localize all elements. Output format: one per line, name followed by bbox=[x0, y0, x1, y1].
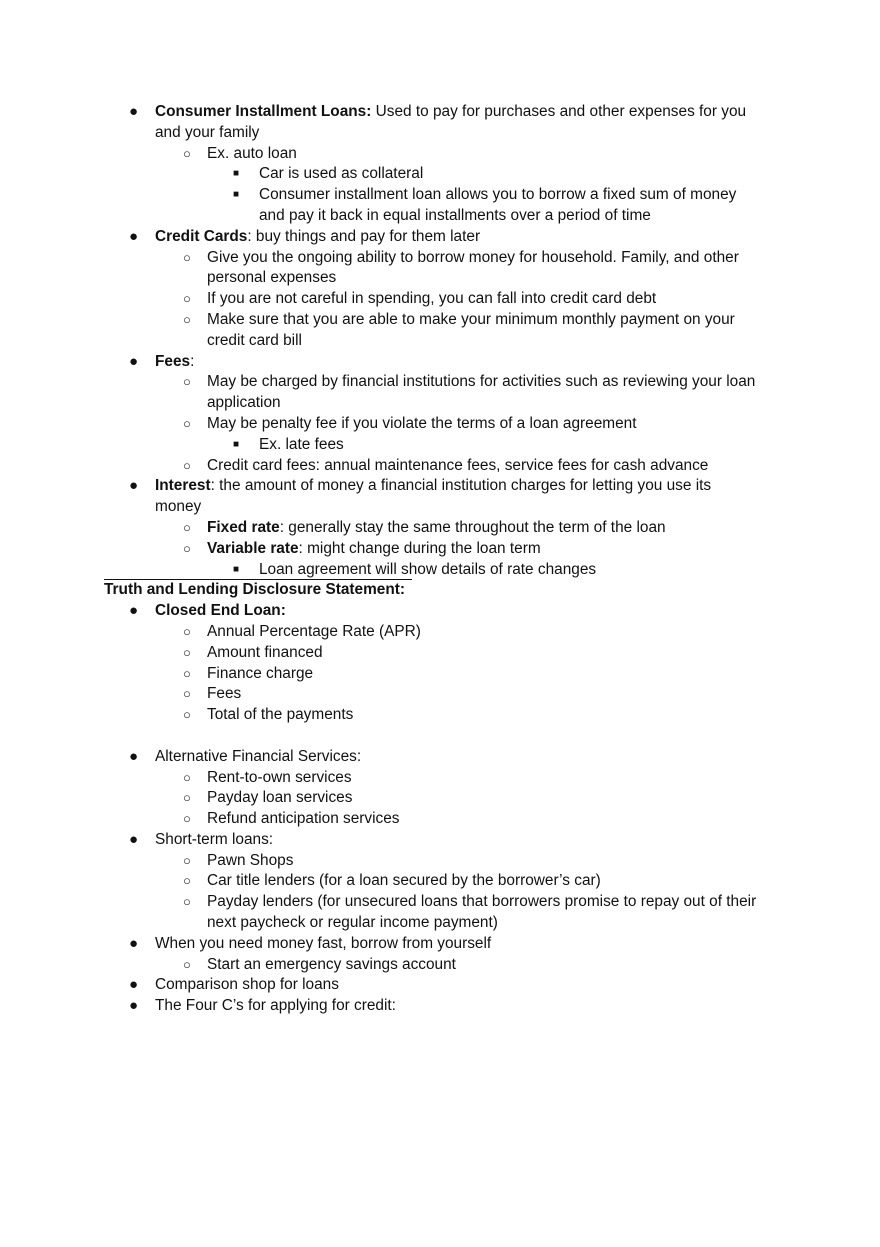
list-item-text: Payday loan services bbox=[207, 789, 353, 807]
circle-marker: ○ bbox=[183, 790, 191, 806]
list-item-text: May be charged by financial institutions for activities such as reviewing your loan bbox=[207, 373, 756, 391]
list-item-text: and your family bbox=[155, 123, 260, 141]
list-item-text: money bbox=[155, 498, 202, 516]
list-item bbox=[0, 227, 880, 248]
circle-marker: ○ bbox=[183, 644, 191, 660]
list-item-text: Consumer installment loan allows you to borrow a fixed sum of money bbox=[259, 186, 737, 204]
square-marker: ■ bbox=[233, 189, 240, 201]
list-item-text: When you need money fast, borrow from yourself bbox=[155, 934, 492, 952]
term-label: Consumer Installment Loans: bbox=[155, 103, 372, 120]
circle-marker: ○ bbox=[183, 956, 191, 972]
bullet-marker: ● bbox=[129, 830, 139, 848]
list-item bbox=[0, 185, 880, 206]
circle-marker: ○ bbox=[183, 519, 191, 535]
list-item bbox=[0, 934, 880, 955]
list-item-text: The Four C’s for applying for credit: bbox=[155, 997, 396, 1015]
circle-marker: ○ bbox=[183, 415, 191, 431]
list-item-text: Car is used as collateral bbox=[259, 165, 424, 183]
circle-marker: ○ bbox=[183, 811, 191, 827]
circle-marker: ○ bbox=[183, 873, 191, 889]
list-item-text: Alternative Financial Services: bbox=[155, 747, 362, 765]
list-item bbox=[0, 955, 880, 976]
list-item bbox=[0, 830, 880, 851]
square-marker: ■ bbox=[233, 168, 240, 180]
circle-marker: ○ bbox=[183, 249, 191, 265]
circle-marker: ○ bbox=[183, 311, 191, 327]
term-definition: : generally stay the same throughout the term of the loan bbox=[279, 518, 666, 536]
list-item bbox=[0, 996, 880, 1017]
list-item-text: Car title lenders (for a loan secured by the borrower’s car) bbox=[207, 872, 601, 890]
bullet-marker: ● bbox=[129, 976, 139, 994]
circle-marker: ○ bbox=[183, 457, 191, 473]
list-item-text: next paycheck or regular income payment) bbox=[207, 914, 498, 932]
list-item bbox=[0, 788, 880, 809]
list-item-text: Make sure that you are able to make your minimum monthly payment on your bbox=[207, 310, 735, 328]
list-item bbox=[0, 560, 880, 581]
list-item bbox=[0, 539, 880, 560]
list-item bbox=[0, 705, 880, 726]
square-marker: ■ bbox=[233, 563, 240, 575]
list-item-text bbox=[155, 476, 711, 497]
list-item bbox=[0, 414, 880, 435]
list-item-text bbox=[207, 518, 666, 539]
circle-marker: ○ bbox=[183, 291, 191, 307]
list-item bbox=[0, 809, 880, 830]
circle-marker: ○ bbox=[183, 145, 191, 161]
list-item bbox=[0, 352, 880, 373]
term-label: Credit Cards bbox=[155, 227, 248, 245]
term-label: Fixed rate bbox=[207, 518, 280, 536]
term-definition: : bbox=[190, 352, 195, 370]
list-item bbox=[0, 164, 880, 185]
bullet-marker: ● bbox=[129, 934, 139, 952]
section-heading-text: Truth and Lending Disclosure Statement: bbox=[104, 581, 406, 599]
list-item-text: Fees bbox=[207, 685, 242, 703]
list-item-text bbox=[155, 227, 480, 248]
list-item bbox=[0, 310, 880, 331]
list-item-text: Closed End Loan: bbox=[155, 602, 286, 620]
list-item-text: Loan agreement will show details of rate changes bbox=[259, 560, 597, 578]
square-marker: ■ bbox=[233, 438, 240, 450]
section-heading bbox=[0, 580, 880, 601]
circle-marker: ○ bbox=[183, 707, 191, 723]
list-item bbox=[0, 102, 880, 123]
list-item-continuation bbox=[0, 913, 880, 934]
list-item-text: Refund anticipation services bbox=[207, 810, 400, 828]
list-item-text: application bbox=[207, 394, 281, 412]
list-item-text: Ex. late fees bbox=[259, 435, 344, 453]
term-label: Interest bbox=[155, 477, 211, 495]
list-item bbox=[0, 248, 880, 269]
list-item-text: Comparison shop for loans bbox=[155, 976, 339, 994]
list-item-text: Pawn Shops bbox=[207, 851, 294, 869]
bullet-marker: ● bbox=[129, 477, 139, 495]
list-item-text: Ex. auto loan bbox=[207, 144, 297, 162]
list-item-text: Payday lenders (for unsecured loans that borrowers promise to repay out of their bbox=[207, 893, 757, 911]
circle-marker: ○ bbox=[183, 852, 191, 868]
list-item bbox=[0, 643, 880, 664]
list-item-text: and pay it back in equal installments over a period of time bbox=[259, 206, 651, 224]
section-divider-line bbox=[104, 579, 412, 580]
list-item bbox=[0, 768, 880, 789]
list-item bbox=[0, 871, 880, 892]
circle-marker: ○ bbox=[183, 894, 191, 910]
circle-marker: ○ bbox=[183, 540, 191, 556]
list-item bbox=[0, 456, 880, 477]
list-item-continuation bbox=[0, 268, 880, 289]
list-item-continuation bbox=[0, 206, 880, 227]
list-item bbox=[0, 476, 880, 497]
list-item-text: personal expenses bbox=[207, 269, 337, 287]
list-item bbox=[0, 144, 880, 165]
list-item bbox=[0, 289, 880, 310]
bullet-marker: ● bbox=[129, 997, 139, 1015]
list-item-text: Short-term loans: bbox=[155, 830, 274, 848]
list-item-continuation bbox=[0, 331, 880, 352]
list-item-text: credit card bill bbox=[207, 331, 302, 349]
term-definition: : might change during the loan term bbox=[298, 539, 541, 557]
list-item-text: Rent-to-own services bbox=[207, 768, 352, 786]
bullet-marker: ● bbox=[129, 103, 139, 120]
list-item bbox=[0, 684, 880, 705]
bullet-marker: ● bbox=[129, 747, 139, 765]
term-definition: : buy things and pay for them later bbox=[247, 227, 481, 245]
list-item-text bbox=[207, 539, 541, 560]
bullet-marker: ● bbox=[129, 227, 139, 245]
list-item-text: Annual Percentage Rate (APR) bbox=[207, 622, 421, 640]
list-item-text: Amount financed bbox=[207, 643, 323, 661]
list-item-text: Finance charge bbox=[207, 664, 314, 682]
list-item bbox=[0, 664, 880, 685]
list-item-text bbox=[155, 352, 194, 373]
circle-marker: ○ bbox=[183, 374, 191, 390]
blank-line bbox=[0, 726, 880, 747]
list-item bbox=[0, 892, 880, 913]
list-item bbox=[0, 601, 880, 622]
list-item-text: Start an emergency savings account bbox=[207, 955, 456, 973]
list-item bbox=[0, 851, 880, 872]
term-definition: : the amount of money a financial institution charges for letting you use its bbox=[210, 477, 712, 495]
bullet-marker: ● bbox=[129, 602, 139, 620]
list-item-continuation bbox=[0, 497, 880, 518]
list-item bbox=[0, 518, 880, 539]
document-body bbox=[0, 102, 880, 1017]
list-item bbox=[0, 435, 880, 456]
circle-marker: ○ bbox=[183, 769, 191, 785]
list-item-text: May be penalty fee if you violate the terms of a loan agreement bbox=[207, 414, 637, 432]
term-label: Variable rate bbox=[207, 539, 299, 557]
list-item-text: Credit card fees: annual maintenance fees, service fees for cash advance bbox=[207, 456, 709, 474]
term-definition: Used to pay for purchases and other expenses for you bbox=[371, 103, 747, 120]
list-item-text: Give you the ongoing ability to borrow money for household. Family, and other bbox=[207, 248, 739, 266]
list-item-text bbox=[155, 102, 746, 123]
list-item bbox=[0, 372, 880, 393]
term-label: Fees bbox=[155, 352, 191, 370]
list-item bbox=[0, 747, 880, 768]
list-item-text: If you are not careful in spending, you can fall into credit card debt bbox=[207, 290, 657, 308]
list-item-continuation bbox=[0, 123, 880, 144]
bullet-marker: ● bbox=[129, 352, 139, 370]
list-item-text: Total of the payments bbox=[207, 706, 354, 724]
list-item bbox=[0, 622, 880, 643]
circle-marker: ○ bbox=[183, 686, 191, 702]
circle-marker: ○ bbox=[183, 623, 191, 639]
circle-marker: ○ bbox=[183, 665, 191, 681]
list-item bbox=[0, 975, 880, 996]
list-item-continuation bbox=[0, 393, 880, 414]
